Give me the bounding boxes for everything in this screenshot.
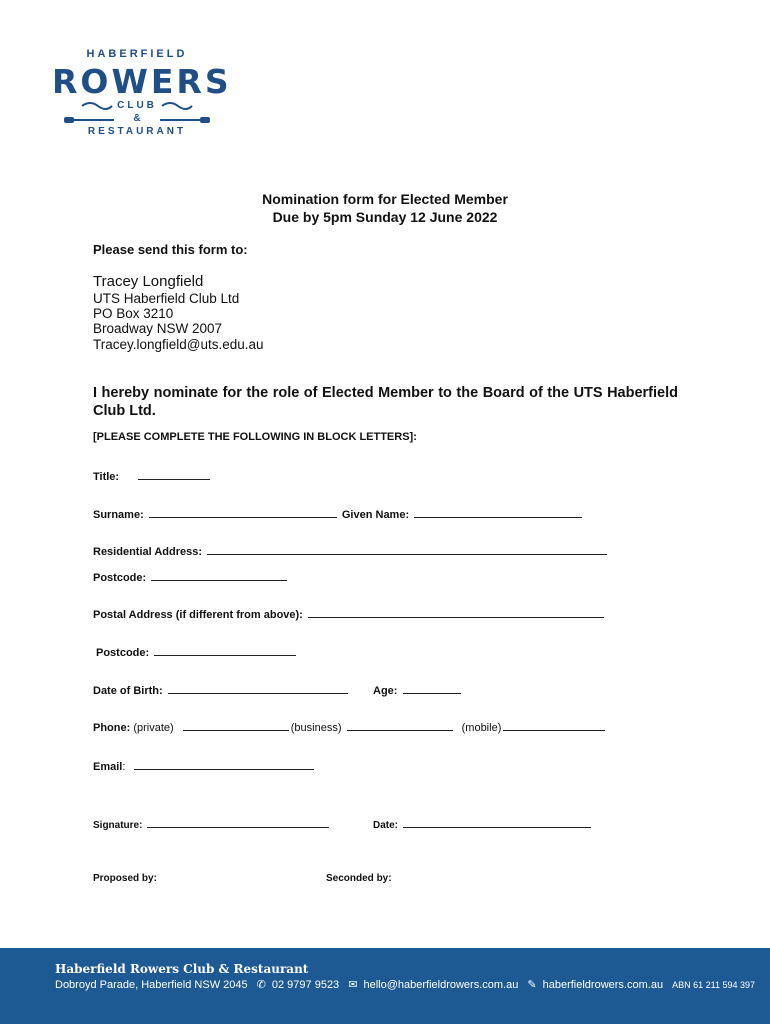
link-icon: ✎: [527, 979, 537, 991]
footer-phone[interactable]: 02 9797 9523: [271, 979, 340, 991]
phone-private-line[interactable]: [183, 720, 289, 731]
phone-mobile-line[interactable]: [503, 720, 605, 731]
recipient-pobox: PO Box 3210: [93, 306, 174, 321]
proposed-by-row: [93, 873, 157, 884]
postcode-row: [93, 570, 289, 584]
given-name-label: Given Name:: [341, 509, 410, 521]
date-row: [373, 817, 593, 831]
postcode-label: Postcode:: [93, 572, 147, 584]
email-row: [93, 759, 316, 773]
phone-label: Phone:: [93, 722, 131, 734]
footer-club-name: Haberfield Rowers Club & Restaurant: [55, 962, 309, 976]
logo-ampersand: &: [133, 113, 141, 124]
phone-private-label: (private): [133, 722, 174, 734]
nomination-statement: I hereby nominate for the role of Elected Member to the Board of the UTS Haberfield Club Ltd.: [93, 385, 678, 419]
date-label: Date:: [373, 820, 399, 831]
dob-row: [93, 683, 350, 697]
residential-address-line[interactable]: [207, 544, 607, 555]
signature-row: [93, 817, 331, 831]
footer-email[interactable]: hello@haberfieldrowers.com.au: [363, 979, 519, 991]
recipient-org: UTS Haberfield Club Ltd: [93, 291, 240, 306]
residential-address-label: Residential Address:: [93, 546, 203, 558]
seconded-by-label: Seconded by:: [326, 873, 392, 884]
given-name-line[interactable]: [414, 507, 582, 518]
dob-line[interactable]: [168, 683, 348, 694]
phone-business-label: (business): [290, 722, 342, 734]
envelope-icon: ✉: [348, 979, 358, 991]
signature-label: Signature:: [93, 820, 143, 831]
surname-line[interactable]: [149, 507, 337, 518]
footer-abn: ABN 61 211 594 397: [672, 980, 756, 990]
postcode-line[interactable]: [151, 570, 287, 581]
age-line[interactable]: [403, 683, 461, 694]
logo-rowers: ROWERS: [52, 62, 232, 101]
residential-address-row: [93, 544, 609, 558]
recipient-email[interactable]: Tracey.longfield@uts.edu.au: [93, 337, 264, 352]
postal-postcode-label: Postcode:: [96, 647, 150, 659]
recipient-name: Tracey Longfield: [93, 273, 204, 290]
name-row: [93, 507, 584, 521]
footer-contact-info: [55, 978, 761, 991]
date-line[interactable]: [403, 817, 591, 828]
surname-label: Surname:: [93, 509, 144, 521]
dob-label: Date of Birth:: [93, 685, 163, 697]
email-colon: :: [122, 761, 126, 773]
form-title: Nomination form for Elected Member: [262, 191, 508, 207]
phone-mobile-label: (mobile): [461, 722, 502, 734]
postal-address-line[interactable]: [308, 607, 604, 618]
due-date: Due by 5pm Sunday 12 June 2022: [272, 209, 498, 225]
send-to-label: Please send this form to:: [93, 242, 248, 257]
club-logo: [52, 48, 232, 143]
phone-row: [93, 720, 607, 734]
age-row: [373, 683, 463, 697]
logo-haberfield: HABERFIELD: [86, 48, 188, 60]
email-line[interactable]: [134, 759, 314, 770]
recipient-suburb: Broadway NSW 2007: [93, 321, 223, 336]
logo-restaurant: RESTAURANT: [87, 126, 187, 137]
footer-address: Dobroyd Parade, Haberfield NSW 2045: [55, 979, 248, 991]
postal-postcode-line[interactable]: [154, 645, 296, 656]
seconded-by-row: [326, 873, 392, 884]
age-label: Age:: [373, 685, 398, 697]
footer-bar: [0, 948, 770, 1024]
email-label: Email: [93, 761, 123, 773]
signature-line[interactable]: [147, 817, 329, 828]
postal-postcode-row: [96, 645, 298, 659]
postal-address-row: [93, 607, 606, 621]
phone-icon: ✆: [256, 979, 266, 991]
block-letters-instruction: [PLEASE COMPLETE THE FOLLOWING IN BLOCK LETTERS]:: [93, 431, 417, 443]
logo-club: CLUB: [117, 100, 157, 111]
footer-website[interactable]: haberfieldrowers.com.au: [542, 979, 664, 991]
proposed-by-label: Proposed by:: [93, 873, 157, 884]
title-line[interactable]: [138, 469, 210, 480]
postal-address-label: Postal Address (if different from above):: [93, 609, 303, 621]
title-field[interactable]: [93, 469, 212, 483]
title-label: Title:: [93, 471, 120, 483]
phone-business-line[interactable]: [347, 720, 453, 731]
